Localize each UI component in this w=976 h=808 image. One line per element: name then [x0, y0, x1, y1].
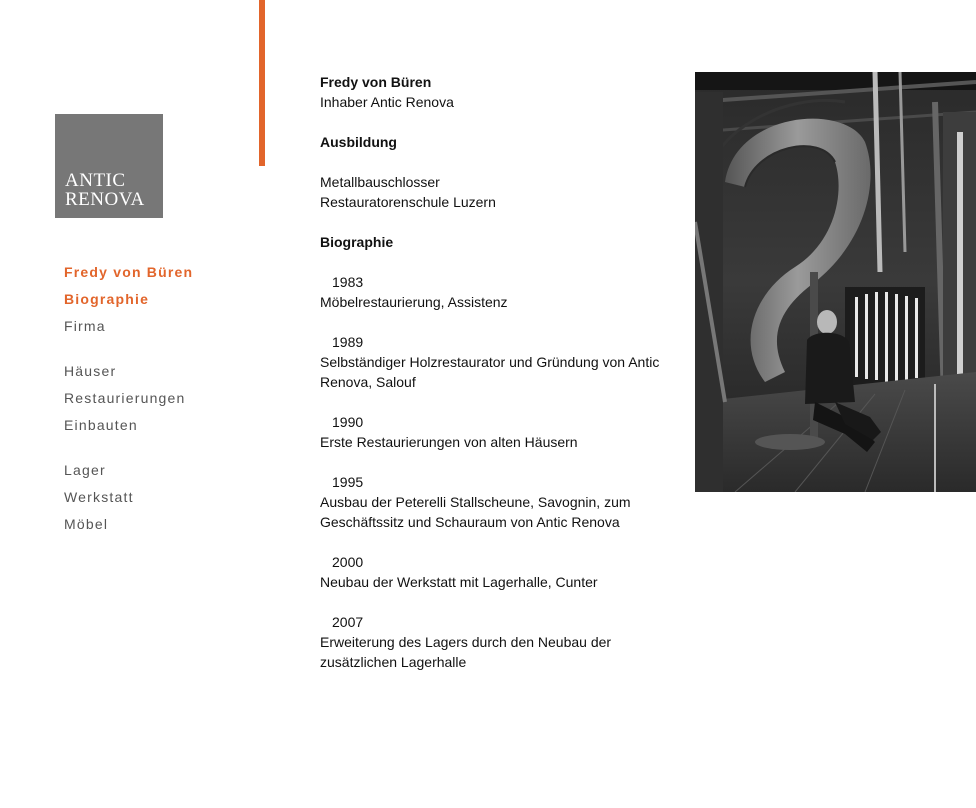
spacer	[320, 312, 680, 332]
entry-text: Erste Restaurierungen von alten Häusern	[320, 434, 578, 450]
education-item: Metallbauschlosser	[320, 174, 440, 190]
nav-group-projects	[64, 362, 193, 443]
spacer	[320, 212, 680, 232]
nav-item-haeuser[interactable]: Häuser	[64, 363, 117, 379]
main-nav	[64, 263, 193, 560]
entry-text: Selbständiger Holzrestaurator und Gründung von Antic	[320, 354, 660, 370]
education-item: Restauratorenschule Luzern	[320, 194, 496, 210]
spacer	[320, 532, 680, 552]
spacer	[320, 392, 680, 412]
photo-illustration	[695, 72, 976, 492]
entry-text: Erweiterung des Lagers durch den Neubau der	[320, 634, 612, 650]
entry-text: Ausbau der Peterelli Stallscheune, Savognin, zum	[320, 494, 631, 510]
person-role: Inhaber Antic Renova	[320, 94, 454, 110]
nav-item-fredy-von-bueren[interactable]: Fredy von Büren	[64, 264, 194, 280]
entry-year: 1990	[332, 414, 364, 430]
nav-item-biographie[interactable]: Biographie	[64, 291, 150, 307]
spacer	[320, 592, 680, 612]
entry-text: Neubau der Werkstatt mit Lagerhalle, Cunter	[320, 574, 598, 590]
portrait-photo	[695, 72, 976, 492]
logo-line-renova: RENOVA	[65, 189, 145, 210]
biography-content	[320, 72, 680, 672]
nav-item-lager[interactable]: Lager	[64, 462, 106, 478]
person-name: Fredy von Büren	[320, 74, 432, 90]
nav-item-einbauten[interactable]: Einbauten	[64, 417, 138, 433]
entry-year: 1995	[332, 474, 364, 490]
accent-bar	[259, 0, 265, 166]
entry-year: 1983	[332, 274, 364, 290]
entry-year: 2000	[332, 554, 364, 570]
entry-text: Renova, Salouf	[320, 374, 416, 390]
entry-text: Möbelrestaurierung, Assistenz	[320, 294, 508, 310]
logo[interactable]	[55, 114, 163, 218]
entry-text: Geschäftssitz und Schauraum von Antic Renova	[320, 514, 620, 530]
entry-year: 2007	[332, 614, 364, 630]
spacer	[320, 452, 680, 472]
nav-item-werkstatt[interactable]: Werkstatt	[64, 489, 134, 505]
entry-year: 1989	[332, 334, 364, 350]
entry-text: zusätzlichen Lagerhalle	[320, 654, 467, 670]
nav-item-restaurierungen[interactable]: Restaurierungen	[64, 390, 186, 406]
spacer	[320, 252, 680, 272]
nav-group-facilities	[64, 461, 193, 542]
biography-heading: Biographie	[320, 234, 394, 250]
spacer	[320, 112, 680, 132]
nav-item-moebel[interactable]: Möbel	[64, 516, 109, 532]
nav-item-firma[interactable]: Firma	[64, 318, 106, 334]
logo-line-antic: ANTIC	[65, 170, 126, 191]
education-heading: Ausbildung	[320, 134, 397, 150]
nav-group-person	[64, 263, 193, 344]
spacer	[320, 152, 680, 172]
